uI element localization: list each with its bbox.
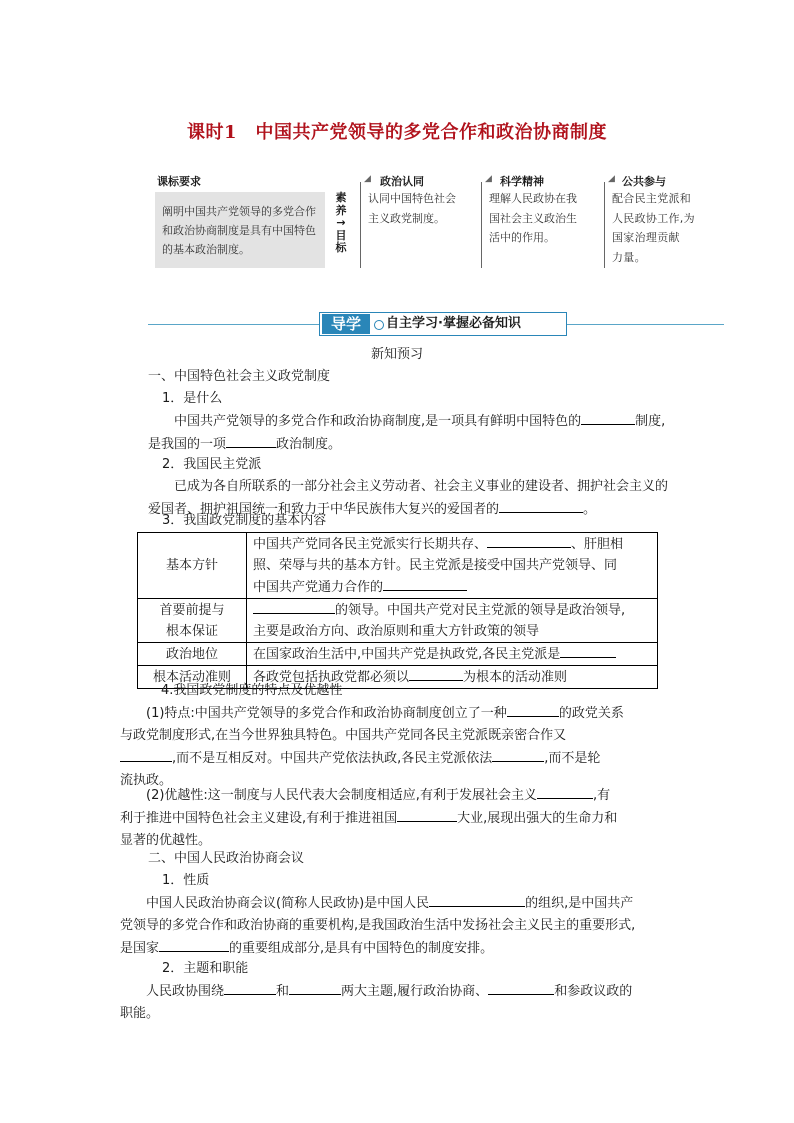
part2-s2-heading: 2．主题和职能 — [162, 961, 249, 976]
fill-blank[interactable] — [253, 599, 335, 614]
chevron-icon: ◢ — [485, 174, 492, 184]
divider — [604, 182, 605, 268]
part1-s4-paragraph-2: (2)优越性:这一制度与人民代表大会制度相适应,有利于发展社会主义 ,有 利于推进中国特色社会主义建设,有利于推进祖国 大业,展现出强大的生命力和 显著的优越性。 — [120, 784, 680, 852]
table-row-header: 基本方针 — [138, 533, 247, 599]
fill-blank[interactable] — [120, 747, 172, 762]
standards-text: 阐明中国共产党领导的多党合作和政治协商制度是具有中国特色的基本政治制度。 — [162, 205, 316, 256]
table-row-header: 首要前提与 根本保证 — [138, 599, 247, 643]
part1-s1-paragraph: 中国共产党领导的多党合作和政治协商制度,是一项具有鲜明中国特色的 制度, 是我国的一项 政治制度。 — [148, 410, 688, 456]
table-cell: 在国家政治生活中,中国共产党是执政党,各民主党派是 — [247, 643, 658, 666]
guide-text: 自主学习·掌握必备知识 — [386, 316, 521, 331]
competency-text-3: 配合民主党派和 人民政协工作,为 国家治理贡献 力量。 — [612, 192, 695, 264]
fill-blank[interactable] — [499, 498, 583, 513]
divider — [360, 182, 361, 268]
competency-head-2: 科学精神 — [500, 175, 544, 188]
fill-blank[interactable] — [581, 410, 635, 425]
table-row — [138, 533, 658, 599]
table-cell: 各政党包括执政党都必须以 为根本的活动准则 — [247, 666, 658, 689]
part2-heading: 二、中国人民政治协商会议 — [148, 851, 305, 866]
part1-s2-heading: 2．我国民主党派 — [162, 457, 262, 472]
fill-blank[interactable] — [487, 533, 571, 548]
fill-blank[interactable] — [560, 643, 616, 658]
fill-blank[interactable] — [383, 576, 467, 591]
table-cell: 中国共产党同各民主党派实行长期共存、 、肝胆相 照、荣辱与共的基本方针。民主党派是接受中国共产党领导、同 中国共产党通力合作的 — [247, 533, 658, 599]
chevron-icon: ◢ — [364, 174, 371, 184]
fill-blank[interactable] — [429, 892, 525, 907]
part1-s2-paragraph: 已成为各自所联系的一部分社会主义劳动者、社会主义事业的建设者、拥护社会主义的 爱国者、拥护祖国统一和致力于中华民族伟大复兴的爱国者的 。 — [148, 479, 669, 517]
fill-blank[interactable] — [159, 937, 229, 952]
fill-blank[interactable] — [397, 807, 457, 822]
fill-blank[interactable] — [537, 784, 593, 799]
guide-rule-right — [567, 324, 724, 325]
table-row-header: 根本活动准则 — [138, 666, 247, 689]
fill-blank[interactable] — [492, 747, 544, 762]
fill-blank[interactable] — [226, 433, 276, 448]
competency-head-1: 政治认同 — [380, 175, 424, 188]
section-title: 新知预习 — [370, 347, 423, 362]
standards-label: 课标要求 — [157, 175, 201, 188]
table-cell: 的领导。中国共产党对民主党派的领导是政治领导, 主要是政治方向、政治原则和重大方针政策的领导 — [247, 599, 658, 643]
fill-blank[interactable] — [224, 980, 276, 995]
guide-rule-left — [148, 324, 319, 325]
chevron-icon: ◢ — [608, 174, 615, 184]
fill-blank[interactable] — [488, 980, 554, 995]
table-row — [138, 643, 658, 666]
divider — [481, 182, 482, 268]
fill-blank[interactable] — [409, 666, 463, 681]
fill-blank[interactable] — [289, 980, 341, 995]
part1-s4-heading: 4.我国政党制度的特点及优越性 — [161, 683, 343, 698]
part2-s2-paragraph: 人民政协围绕 和 两大主题,履行政治协商、 和参政议政的 职能。 — [120, 980, 680, 1025]
part2-s1-paragraph: 中国人民政治协商会议(简称人民政协)是中国人民 的组织,是中国共产 党领导的多党合作和政治协商的重要机构,是我国政治生活中发扬社会主义民主的重要形式, 是国家 的重要组成部分,是具有中国特色的制度安排。 — [120, 892, 680, 960]
party-system-table — [137, 532, 658, 689]
part1-s3-heading: 3．我国政党制度的基本内容 — [162, 513, 327, 528]
fill-blank[interactable] — [507, 702, 559, 717]
table-row-header: 政治地位 — [138, 643, 247, 666]
competency-text-1: 认同中国特色社会 主义政党制度。 — [368, 192, 456, 225]
competency-text-2: 理解人民政协在我 国社会主义政治生 活中的作用。 — [489, 192, 577, 244]
lesson-title: 课时1 中国共产党领导的多党合作和政治协商制度 — [186, 122, 608, 143]
literacy-target-label: 素养→目标 — [335, 191, 347, 254]
dot-icon — [374, 320, 384, 330]
competency-head-3: 公共参与 — [622, 175, 666, 188]
part1-heading: 一、中国特色社会主义政党制度 — [148, 369, 331, 384]
part1-s4-paragraph-1: (1)特点:中国共产党领导的多党合作和政治协商制度创立了一种 的政党关系 与政党制度形式,在当今世界独具特色。中国共产党同各民主党派既亲密合作又 ,而不是互相反对。中国共产党依法执政,各民主党派依法 ,而不是轮 流执政。 — [120, 702, 680, 792]
part1-s1-heading: 1．是什么 — [162, 391, 223, 406]
part2-s1-heading: 1．性质 — [162, 873, 210, 888]
guide-badge: 导学 — [322, 314, 370, 334]
table-row — [138, 599, 658, 643]
